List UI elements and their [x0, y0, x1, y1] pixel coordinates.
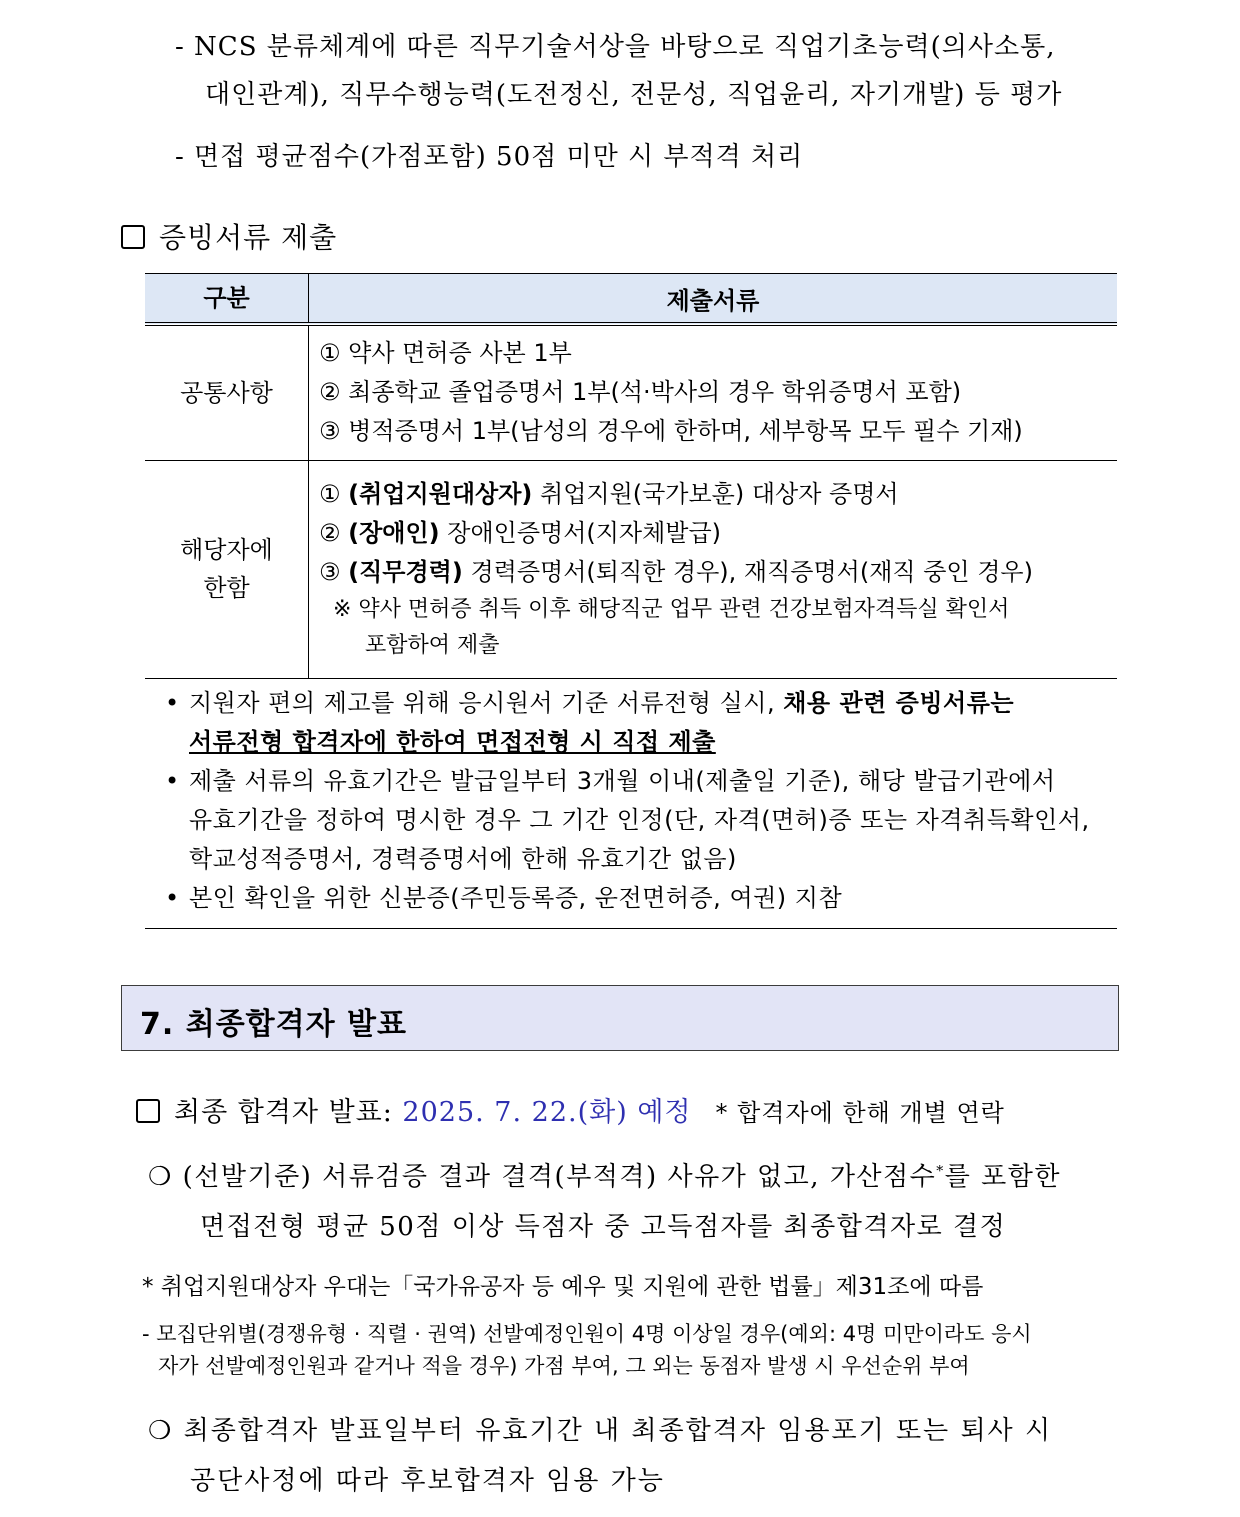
- announce-label: 최종 합격자 발표:: [174, 1097, 403, 1128]
- footnote-bonus-line-1: - 모집단위별(경쟁유형 · 직렬 · 권역) 선발예정인원이 4명 이상일 경우(예외: 4명 미만이라도 응시: [142, 1322, 1032, 1346]
- list-item: ② (장애인) 장애인증명서(지자체발급): [319, 518, 722, 547]
- reserve-line-1: ❍ 최종합격자 발표일부터 유효기간 내 최종합격자 임용포기 또는 퇴사 시: [148, 1416, 1053, 1446]
- table-header-row: [145, 274, 1117, 325]
- list-item: ③ (직무경력) 경력증명서(퇴직한 경우), 재직증명서(재직 중인 경우): [319, 557, 1033, 586]
- docs-heading: [121, 216, 337, 256]
- selection-criteria-cont: 면접전형 평균 50점 이상 득점자 중 고득점자를 최종합격자로 결정: [200, 1212, 1007, 1242]
- list-item: ① 약사 면허증 사본 1부: [319, 339, 572, 368]
- row-category-applicable: [145, 460, 309, 678]
- table-header-category: 구분: [145, 274, 309, 325]
- docs-heading-text: 증빙서류 제출: [159, 221, 338, 254]
- table-note: ※ 약사 면허증 취득 이후 해당직군 업무 관련 건강보험자격득실 확인서 포함하여 제출: [333, 596, 1010, 658]
- table-header-documents: 제출서류: [309, 274, 1118, 325]
- list-item: ③ 병적증명서 1부(남성의 경우에 한하며, 세부항목 모두 필수 기재): [319, 417, 1023, 446]
- announce-note: * 합격자에 한해 개별 연락: [715, 1099, 1005, 1127]
- intro-line-2: 대인관계), 직무수행능력(도전정신, 전문성, 직업윤리, 자기개발) 등 평가: [205, 80, 1063, 110]
- footnote-veterans: * 취업지원대상자 우대는「국가유공자 등 예우 및 지원에 관한 법률」제31조에 따름: [142, 1274, 984, 1300]
- announcement-line: [136, 1090, 1005, 1129]
- submission-notes: [145, 684, 1117, 929]
- list-item: ② 최종학교 졸업증명서 1부(석·박사의 경우 학위증명서 포함): [319, 378, 962, 407]
- checkbox-icon: [121, 225, 145, 249]
- checkbox-icon: [136, 1099, 160, 1123]
- list-item: • 제출 서류의 유효기간은 발급일부터 3개월 이내(제출일 기준), 해당 발급기관에서 유효기간을 정하여 명시한 경우 그 기간 인정(단, 자격(면허)증 또는 자격취득확인서, 학교성적증명서, 경력증명서에 한해 유효기간 없음): [145, 762, 1117, 879]
- intro-line-3: - 면접 평균점수(가점포함) 50점 미만 시 부적격 처리: [175, 142, 804, 172]
- section-7-header: [121, 985, 1119, 1051]
- documents-table: [145, 273, 1117, 679]
- list-item: • 지원자 편의 제고를 위해 응시원서 기준 서류전형 실시, 채용 관련 증빙서류는 서류전형 합격자에 한하여 면접전형 시 직접 제출: [145, 684, 1117, 762]
- row-items-applicable: [309, 460, 1118, 678]
- selection-criteria: ❍ (선발기준) 서류검증 결과 결격(부적격) 사유가 없고, 가산점수*를 포함한: [148, 1162, 1062, 1192]
- row-category-common: 공통사항: [145, 324, 309, 460]
- announce-date: 2025. 7. 22.(화) 예정: [402, 1097, 692, 1128]
- table-row: [145, 460, 1117, 678]
- intro-line-1: - NCS 분류체계에 따른 직무기술서상을 바탕으로 직업기초능력(의사소통,: [175, 32, 1056, 62]
- list-item: ① (취업지원대상자) 취업지원(국가보훈) 대상자 증명서: [319, 479, 899, 508]
- list-item: • 본인 확인을 위한 신분증(주민등록증, 운전면허증, 여권) 지참: [145, 879, 1117, 918]
- section-title: 7. 최종합격자 발표: [140, 1007, 408, 1042]
- table-row: [145, 324, 1117, 460]
- footnote-bonus-line-2: 자가 선발예정인원과 같거나 적을 경우) 가점 부여, 그 외는 동점자 발생 시 우선순위 부여: [158, 1354, 970, 1378]
- reserve-line-2: 공단사정에 따라 후보합격자 임용 가능: [190, 1466, 665, 1496]
- category-line: 한함: [203, 574, 250, 602]
- row-items-common: [309, 324, 1118, 460]
- category-line: 해당자에: [180, 536, 273, 564]
